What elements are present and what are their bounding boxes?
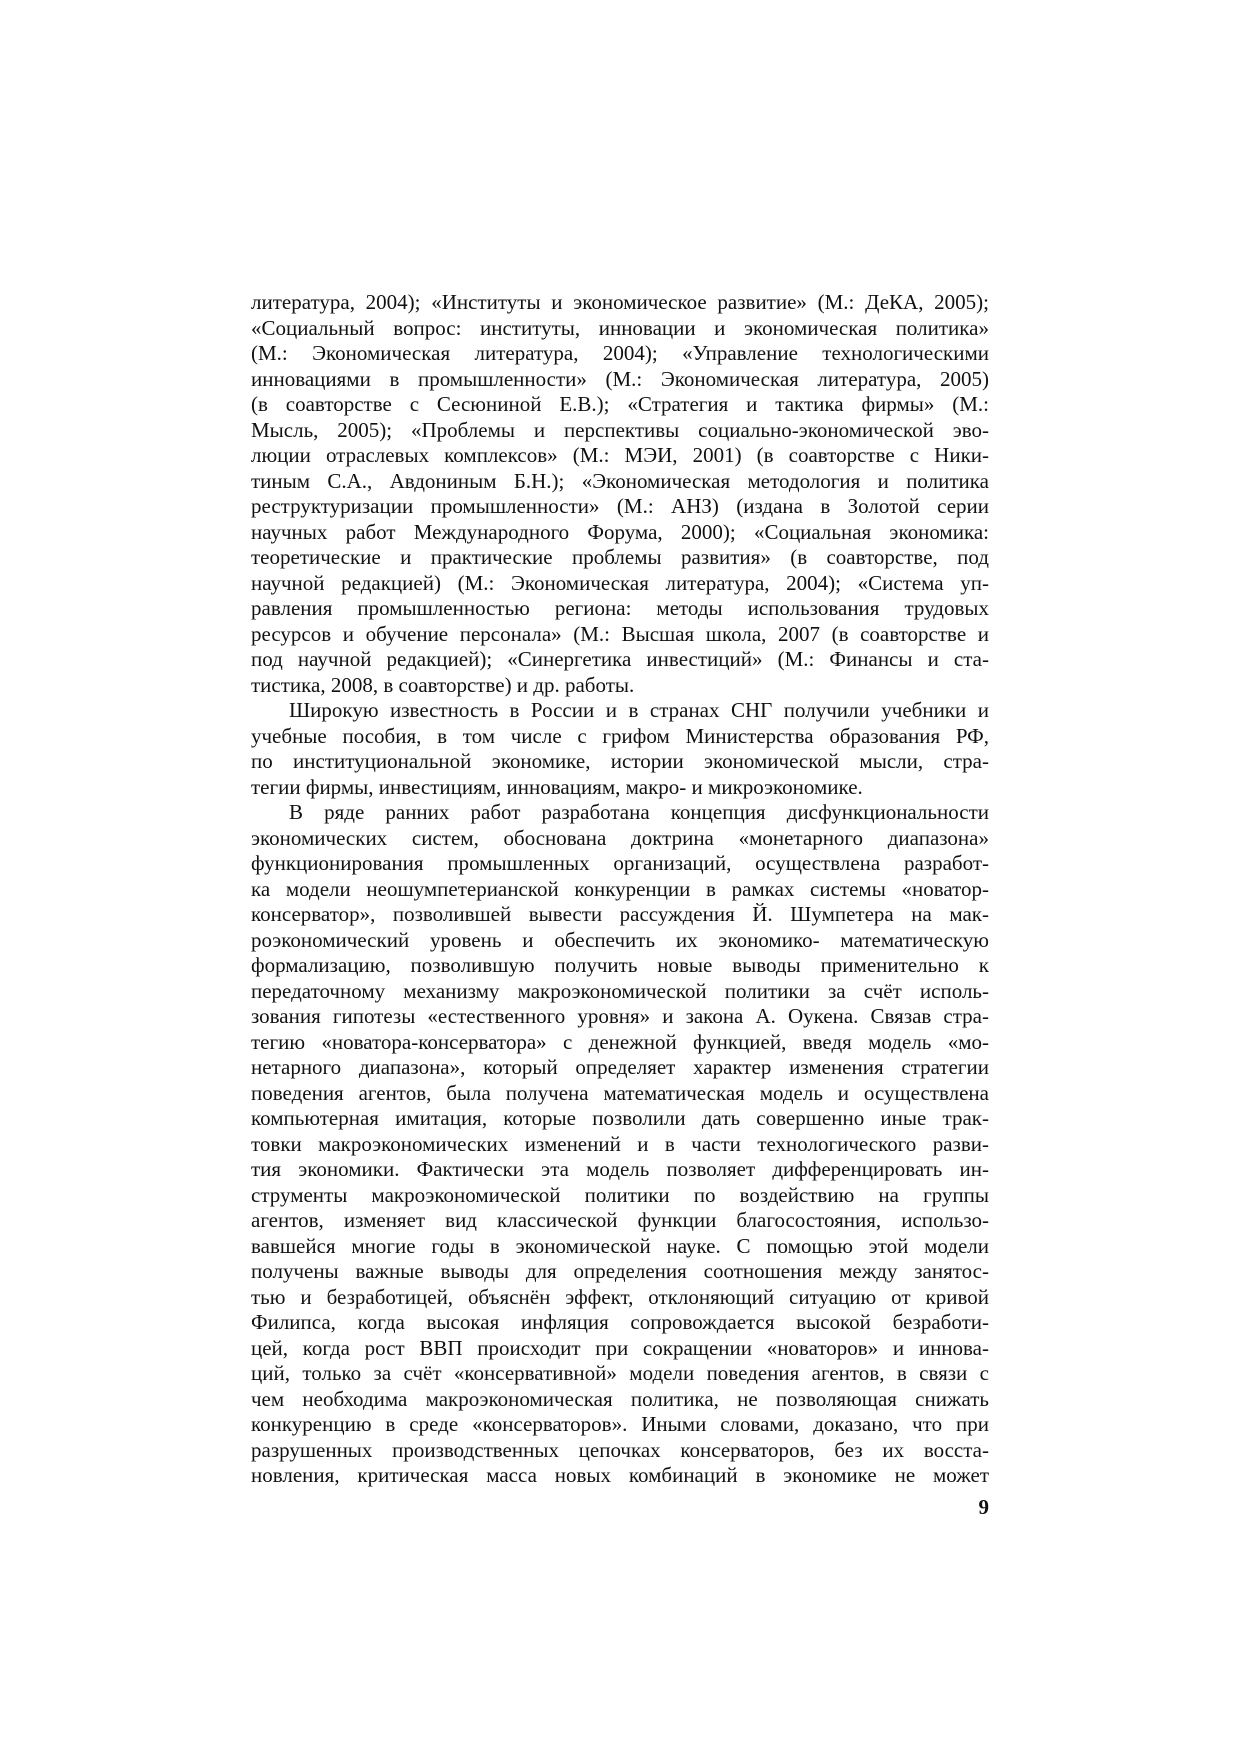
paragraph-1: [251, 290, 989, 698]
text-line: разрушенных производственных цепочках консерваторов, без их восста-: [251, 1437, 989, 1462]
text-line: под научной редакцией); «Синергетика инвестиций» (М.: Финансы и ста-: [251, 647, 989, 671]
text-line: передаточному механизму макроэкономической политики за счёт исполь-: [251, 978, 989, 1003]
text-line: (в соавторстве с Сесюниной Е.В.); «Стратегия и тактика фирмы» (М.:: [251, 392, 989, 416]
text-line: формализацию, позволившую получить новые выводы применительно к: [251, 953, 989, 977]
page-number: 9: [978, 1495, 989, 1519]
text-line: тистика, 2008, в соавторстве) и др. работы.: [251, 672, 635, 697]
text-line: литература, 2004); «Институты и экономическое развитие» (М.: ДеКА, 2005);: [251, 290, 989, 314]
text-line: В ряде ранних работ разработана концепция дисфункциональности: [289, 800, 989, 824]
paragraph-2: [251, 698, 989, 800]
text-line: товки макроэкономических изменений и в части технологического разви-: [251, 1131, 989, 1156]
text-line: вавшейся многие годы в экономической науке. С помощью этой модели: [251, 1233, 989, 1258]
text-line: функционирования промышленных организаций, осуществлена разработ-: [251, 851, 989, 875]
text-line: люции отраслевых комплексов» (М.: МЭИ, 2001) (в соавторстве с Ники-: [251, 443, 989, 467]
text-line: научной редакцией) (М.: Экономическая литература, 2004); «Система уп-: [251, 570, 989, 595]
text-line: новления, критическая масса новых комбинаций в экономике не может: [251, 1463, 989, 1487]
text-line: равления промышленностью региона: методы использования трудовых: [251, 596, 989, 620]
text-line: научных работ Международного Форума, 2000); «Социальная экономика:: [251, 519, 989, 544]
text-line: струменты макроэкономической политики по воздействию на группы: [251, 1182, 989, 1207]
text-line: чем необходима макроэкономическая политика, не позволяющая снижать: [251, 1386, 989, 1411]
text-line: учебные пособия, в том числе с грифом Министерства образования РФ,: [251, 723, 989, 748]
text-line: «Социальный вопрос: институты, инновации и экономическая политика»: [251, 315, 989, 340]
text-line: получены важные выводы для определения соотношения между занятос-: [251, 1259, 989, 1283]
text-line: консерватор», позволившей вывести рассуждения Й. Шумпетера на мак-: [251, 902, 989, 926]
text-line: инновациями в промышленности» (М.: Экономическая литература, 2005): [251, 366, 989, 391]
text-line: Широкую известность в России и в странах СНГ получили учебники и: [289, 698, 989, 722]
text-line: тегии фирмы, инвестициям, инновациям, макро- и микроэкономике.: [251, 774, 863, 799]
page-body-text: [251, 290, 989, 1489]
text-line: по институциональной экономике, истории экономической мысли, стра-: [251, 749, 989, 773]
text-line: конкуренцию в среде «консерваторов». Иными словами, доказано, что при: [251, 1412, 989, 1436]
text-line: (М.: Экономическая литература, 2004); «Управление технологическими: [251, 341, 989, 365]
text-line: теоретические и практические проблемы развития» (в соавторстве, под: [251, 545, 989, 569]
text-line: компьютерная имитация, которые позволили дать совершенно иные трак-: [251, 1106, 989, 1130]
text-line: ка модели неошумпетерианской конкуренции в рамках системы «новатор-: [251, 876, 989, 901]
text-line: экономических систем, обоснована доктрина «монетарного диапазона»: [251, 825, 989, 850]
paragraph-3: [251, 800, 989, 1489]
text-line: ресурсов и обучение персонала» (М.: Высшая школа, 2007 (в соавторстве и: [251, 621, 989, 646]
text-line: реструктуризации промышленности» (М.: АНЗ) (издана в Золотой серии: [251, 494, 989, 518]
text-line: цей, когда рост ВВП происходит при сокращении «новаторов» и иннова-: [251, 1335, 989, 1360]
text-line: тиным С.А., Авдониным Б.Н.); «Экономическая методология и политика: [251, 468, 989, 493]
text-line: зования гипотезы «естественного уровня» и закона А. Оукена. Связав стра-: [251, 1004, 989, 1028]
text-line: тия экономики. Фактически эта модель позволяет дифференцировать ин-: [251, 1157, 989, 1181]
text-line: Мысль, 2005); «Проблемы и перспективы социально-экономической эво-: [251, 417, 989, 442]
text-line: тегию «новатора-консерватора» с денежной функцией, введя модель «мо-: [251, 1029, 989, 1054]
text-line: тью и безработицей, объяснён эффект, отклоняющий ситуацию от кривой: [251, 1284, 989, 1309]
text-line: ций, только за счёт «консервативной» модели поведения агентов, в связи с: [251, 1361, 989, 1385]
text-line: поведения агентов, была получена математическая модель и осуществлена: [251, 1080, 989, 1105]
text-line: агентов, изменяет вид классической функции благосостояния, использо-: [251, 1208, 989, 1232]
text-line: нетарного диапазона», который определяет характер изменения стратегии: [251, 1055, 989, 1079]
text-line: Филипса, когда высокая инфляция сопровождается высокой безработи-: [251, 1310, 989, 1334]
text-line: роэкономический уровень и обеспечить их экономико- математическую: [251, 927, 989, 952]
